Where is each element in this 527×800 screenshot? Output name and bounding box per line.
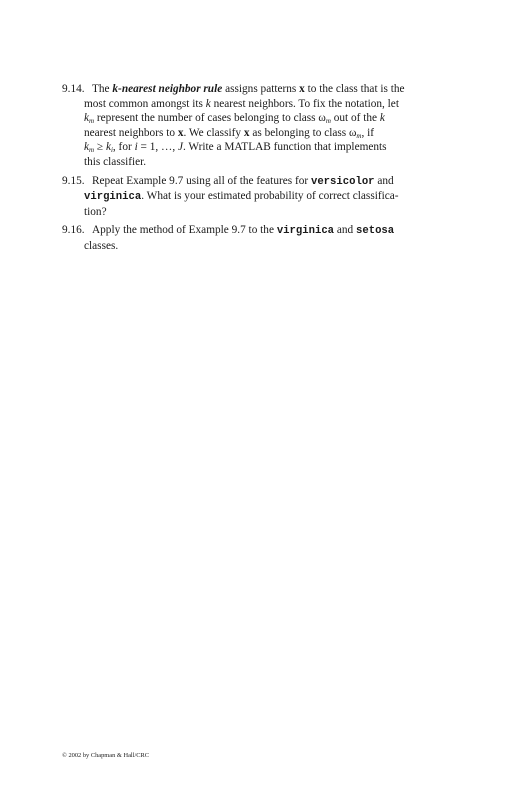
text-run: nearest neighbors. To fix the notation, let <box>213 97 399 110</box>
copyright-footer: © 2002 by Chapman & Hall/CRC <box>62 752 150 759</box>
math-symbol: x <box>299 83 305 95</box>
math-symbol: x <box>177 126 184 139</box>
text-run: as belonging to class <box>252 126 347 139</box>
text-run: most common amongst its <box>84 97 203 110</box>
exercise-number: 9.14. <box>62 83 85 95</box>
text-run: = 1, …, <box>137 141 176 154</box>
text-run: Repeat Example 9.7 using all of the features for <box>92 174 309 187</box>
text-run: tion? <box>84 205 107 218</box>
math-symbol: k <box>105 141 111 154</box>
text-run: out of the <box>333 112 378 125</box>
text-run: and <box>377 174 394 187</box>
math-symbol: k <box>84 141 90 154</box>
exercise-9-14 <box>62 82 452 170</box>
math-symbol: ω <box>318 112 326 125</box>
math-symbol: k <box>84 112 90 125</box>
math-subscript: m <box>325 117 331 126</box>
exercise-line <box>84 189 452 205</box>
exercise-9-16 <box>62 223 452 253</box>
text-run: The <box>92 83 110 95</box>
text-run: . Write a MATLAB function that implements <box>182 141 387 154</box>
text-run: and <box>336 224 354 237</box>
text-run: . What is your estimated probability of correct classifica- <box>141 190 399 203</box>
exercise-list <box>62 82 452 258</box>
defined-term: k-nearest neighbor rule <box>112 83 223 95</box>
math-symbol: x <box>243 126 250 139</box>
text-run: to the class that is the <box>307 83 405 95</box>
exercise-line <box>92 223 452 239</box>
text-run: Apply the method of Example 9.7 to the <box>92 224 274 237</box>
code-term: versicolor <box>310 175 375 188</box>
math-subscript: m <box>89 117 95 126</box>
code-term: virginica <box>276 225 335 238</box>
math-symbol: J <box>177 141 183 154</box>
exercise-line <box>92 174 452 190</box>
text-run: this classifier. <box>84 155 147 168</box>
exercise-line <box>84 155 452 170</box>
exercise-line <box>84 97 452 112</box>
exercise-number: 9.16. <box>62 224 85 237</box>
text-run: , for <box>112 141 132 154</box>
text-run: , if <box>361 126 375 139</box>
text-run: assigns patterns <box>225 83 297 95</box>
math-symbol: k <box>205 97 211 110</box>
math-subscript: m <box>89 146 95 155</box>
text-run: nearest neighbors to <box>84 126 175 139</box>
math-subscript: m <box>356 131 362 140</box>
text-run: classes. <box>84 239 119 252</box>
math-symbol: i <box>134 141 138 154</box>
exercise-line <box>84 205 452 220</box>
text-run: represent the number of cases belonging to class <box>96 112 316 125</box>
code-term: virginica <box>84 191 142 204</box>
text-run: . We classify <box>183 126 242 139</box>
math-symbol: ω <box>348 126 357 139</box>
code-term: setosa <box>356 225 395 238</box>
exercise-line <box>84 111 452 126</box>
exercise-9-15 <box>62 174 452 220</box>
exercise-line <box>84 126 452 141</box>
exercise-line <box>92 82 452 97</box>
exercise-line <box>84 239 452 254</box>
exercise-number: 9.15. <box>62 174 85 187</box>
math-symbol: k <box>379 112 385 125</box>
exercise-line <box>84 140 452 155</box>
math-symbol: ≥ <box>94 141 106 154</box>
math-subscript: i <box>110 146 113 155</box>
